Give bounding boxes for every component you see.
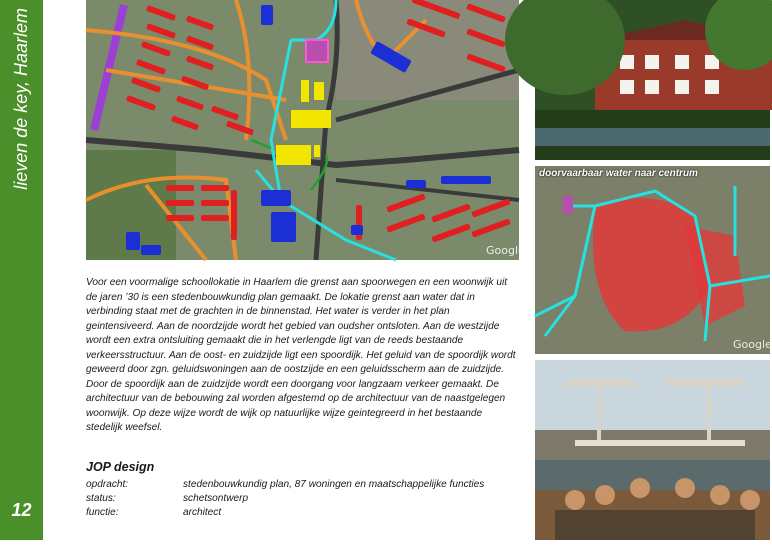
project-meta	[86, 478, 484, 520]
project-heading: JOP design	[86, 460, 155, 474]
meta-value: architect	[183, 507, 222, 518]
meta-row-opdracht	[86, 478, 484, 492]
meta-value: schetsontwerp	[183, 493, 249, 504]
map-watermark: Google	[486, 244, 525, 257]
meta-row-functie	[86, 506, 484, 520]
meta-key: opdracht:	[86, 479, 129, 490]
canal-map-drawing	[535, 166, 770, 354]
canal-map	[535, 166, 770, 354]
site-plan-map	[86, 0, 525, 260]
bridge-photo-drawing	[535, 360, 770, 540]
canal-map-watermark: Google	[733, 338, 772, 351]
page-number: 12	[11, 500, 32, 520]
canal-map-caption: doorvaarbaar water naar centrum	[539, 168, 698, 179]
meta-key: functie:	[86, 507, 119, 518]
bridge-photo	[535, 360, 770, 540]
house-photo	[535, 0, 770, 160]
sidebar-title: lieven de key, Haarlem	[10, 8, 31, 190]
house-photo-drawing	[535, 0, 770, 160]
site-plan-drawing	[86, 0, 519, 260]
project-description: Voor een voormalige schoollokatie in Haarlem die grenst aan spoorwegen en een woonwijk uit de jaren ’30 is een stedenbouwkundig plan gemaakt. De lokatie grenst aan water dat in verbinding staat met de grachten in de binnenstad. Het water is verder in het plan geintensiveerd. Aan de noordzijde wordt het gebied van oudsher ontsloten. Aan de westzijde wordt een extra ontsluiting gemaakt die in het verlengde ligt van de reeds bestaande verkeersstructuur. Aan de oost- en zuidzijde ligt een spoordijk. Het geluid van de spoordijk wordt geweerd door zgn. geluidswoningen aan de oostzijde en een geluidsscherm aan de zuidzijde. Door de spoordijk aan de zuidzijde wordt een doorgang voor langzaam verkeer gemaakt. De architectuur van de bebouwing zal worden afgestemd op de architectuur van de naastgelegen woonwijk. Op deze wijze wordt de wijk op natuurlijke wijze geintegreerd in het bestaande stedelijk weefsel.	[86, 277, 516, 433]
meta-row-status	[86, 492, 484, 506]
meta-key: status:	[86, 493, 116, 504]
sidebar	[0, 0, 43, 540]
meta-value: stedenbouwkundig plan, 87 woningen en maatschappelijke functies	[183, 479, 485, 490]
